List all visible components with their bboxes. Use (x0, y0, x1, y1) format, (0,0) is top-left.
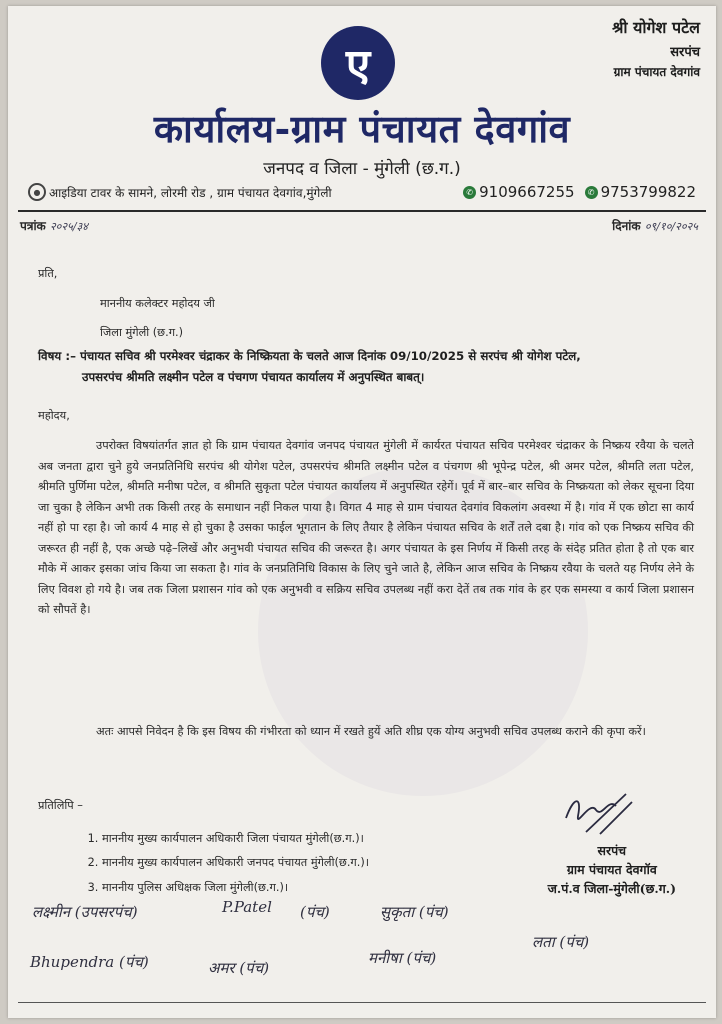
handwritten-signature: (पंच) (300, 903, 330, 921)
signature-block (548, 842, 676, 899)
prati-label: प्रति, (38, 267, 58, 280)
sarpanch-header-block (612, 16, 700, 80)
reference-row (20, 217, 698, 234)
header-divider (18, 210, 706, 212)
copy-to-item: 2. माननीय मुख्य कार्यपालन अधिकारी जनपद पंचायत मुंगेली(छ.ग.)। (102, 853, 694, 874)
office-title: कार्यालय-ग्राम पंचायत देवगांव (153, 106, 571, 151)
subject-line-1: विषय :– पंचायत सचिव श्री परमेश्वर चंद्राकर के निष्क्रियता के चलते आज दिनांक 09/10/2025 से सरपंच श्री योगेश पटेल, (38, 349, 581, 363)
salutation: महोदय, (38, 409, 70, 422)
date-label: दिनांक (612, 219, 641, 233)
address-text: आइडिया टावर के सामने, लोरमी रोड , ग्राम पंचायत देवगांव,मुंगेली (49, 185, 332, 200)
sarpanch-village: ग्राम पंचायत देवगांव (613, 65, 700, 79)
handwritten-signature: मनीषा (पंच) (368, 949, 437, 967)
panchayat-logo-icon (321, 26, 395, 100)
copy-to-item: 3. माननीय पुलिस अधिक्षक जिला मुंगेली(छ.ग.)। (102, 878, 694, 899)
subject-line-2: उपसरपंच श्रीमति लक्ष्मीन पटेल व पंचगण पंचायत कार्यालय में अनुपस्थित बाबत्। (82, 369, 425, 384)
copy-to-item: 1. माननीय मुख्य कार्यपालन अधिकारी जिला पंचायत मुंगेली(छ.ग.)। (102, 829, 694, 850)
handwritten-signature: लक्ष्मीन (उपसरपंच) (32, 903, 138, 921)
whatsapp-icon: ✆ (585, 186, 598, 199)
phone-2-text: 9753799822 (600, 183, 696, 201)
contact-row (28, 183, 696, 201)
letter-date (612, 217, 698, 234)
recipient-line-2: जिला मुंगेली (छ.ग.) (100, 326, 184, 339)
handwritten-signature: अमर (पंच) (208, 959, 270, 977)
sign-district: ज.पं.व जिला-मुंगेली(छ.ग.) (547, 881, 676, 896)
footer-divider (18, 1002, 706, 1003)
body-paragraph-text: उपरोक्त विषयांतर्गत ज्ञात हो कि ग्राम पंचायत देवगांव जनपद पंचायत मुंगेली में कार्यरत पंचायत सचिव परमेश्वर चंद्राकर के निष्क्रय रवैया के चलते अब जनता द्वारा चुने हुये जनप्रतिनिधि सरपंच श्री योगेश पटेल, उपसरपंच श्रीमति लक्ष्मीन पटेल व पंचगण श्री भूपेन्द्र पटेल, श्री अमर पटेल, श्रीमति लता पटेल, श्रीमति पुर्णिमा पटेल, श्रीमति मनीषा पटेल, व श्रीमति सुकृता पटेल पंचायत कार्यालय में अनुपस्थित रहेगें। पूर्व में बार–बार सचिव के निष्क्रयता को लेकर सूचना दिया जा चुका है लेकिन अभी तक किसी तरह के समाधान नहीं निकल पाया है। विगत 4 माह से ग्राम पंचायत देवगांव विकलांग अवस्था में है। गांव में एक छोटा सा कार्य नहीं हो पा रहा है। जो कार्य 4 माह से हो चुका है उसका फाईल भूगतान के लिए तैयार है लेकिन पंचायत सचिव के शर्तें तले दबा है। गांव को एक निष्क्रय सचिव की जरूरत ही नहीं है, एक अच्छे पढ़े–लिखें और अनुभवी पंचायत सचिव की जरूरत है। अगर पंचायत के इस निर्णय में किसी तरह के संदेह प्रतित होता है तो एक बार मौके में आकर इसका जांच किया जा सकता है। गांव के जनप्रतिनिधि विकास के लिए चुने जाते है, लेकिन आज सचिव के निष्क्रय रवैया के चलते यह निर्णय लेने के लिए विवश हो गये है। जब तक जिला प्रशासन गांव को एक अनुभवी व सक्रिय सचिव उपलब्ध नहीं करा देतें तब तक गांव के हर एक समस्या व कार्य जिला प्रशासन को सौपतें है। (38, 439, 694, 616)
sarpanch-name: श्री योगेश पटेल (612, 18, 700, 37)
handwritten-signature: Bhupendra (पंच) (30, 953, 149, 971)
sign-designation: सरपंच (597, 843, 627, 858)
subject-block (38, 346, 694, 387)
office-subtitle: जनपद व जिला - मुंगेली (छ.ग.) (263, 159, 461, 179)
handwritten-signature: सुकृता (पंच) (380, 903, 449, 921)
phone-2 (585, 183, 696, 201)
reference-label: पत्रांक (20, 219, 46, 233)
reference-value: २०२५/३४ (49, 220, 88, 233)
reference-number (20, 217, 88, 234)
recipient-line-1: माननीय कलेक्टर महोदय जी (100, 296, 215, 310)
location-pin-icon: ● (28, 183, 46, 201)
copy-to-heading: प्रतिलिपि – (38, 799, 83, 812)
sarpanch-designation: सरपंच (670, 45, 700, 60)
date-value: ०९/१०/२०२५ (644, 220, 698, 233)
letter-page (8, 6, 716, 1018)
address (28, 183, 453, 201)
whatsapp-icon: ✆ (463, 186, 476, 199)
body-paragraph (38, 436, 694, 621)
recipient-block (38, 264, 694, 353)
handwritten-signature: लता (पंच) (532, 933, 590, 951)
sarpanch-signature (556, 788, 636, 844)
handwritten-signature: P.Patel (222, 898, 272, 916)
logo-glyph: ए (345, 40, 371, 91)
sign-village: ग्राम पंचायत देवगॉव (566, 862, 657, 877)
closing-paragraph-text: अतः आपसे निवेदन है कि इस विषय की गंभीरता को ध्यान में रखते हुयें अति शीघ्र एक योग्य अनुभवी सचिव उपलब्ध कराने की कृपा करें। (96, 725, 646, 738)
phone-1-text: 9109667255 (479, 183, 575, 201)
phone-1 (463, 183, 574, 201)
closing-paragraph (38, 722, 694, 743)
